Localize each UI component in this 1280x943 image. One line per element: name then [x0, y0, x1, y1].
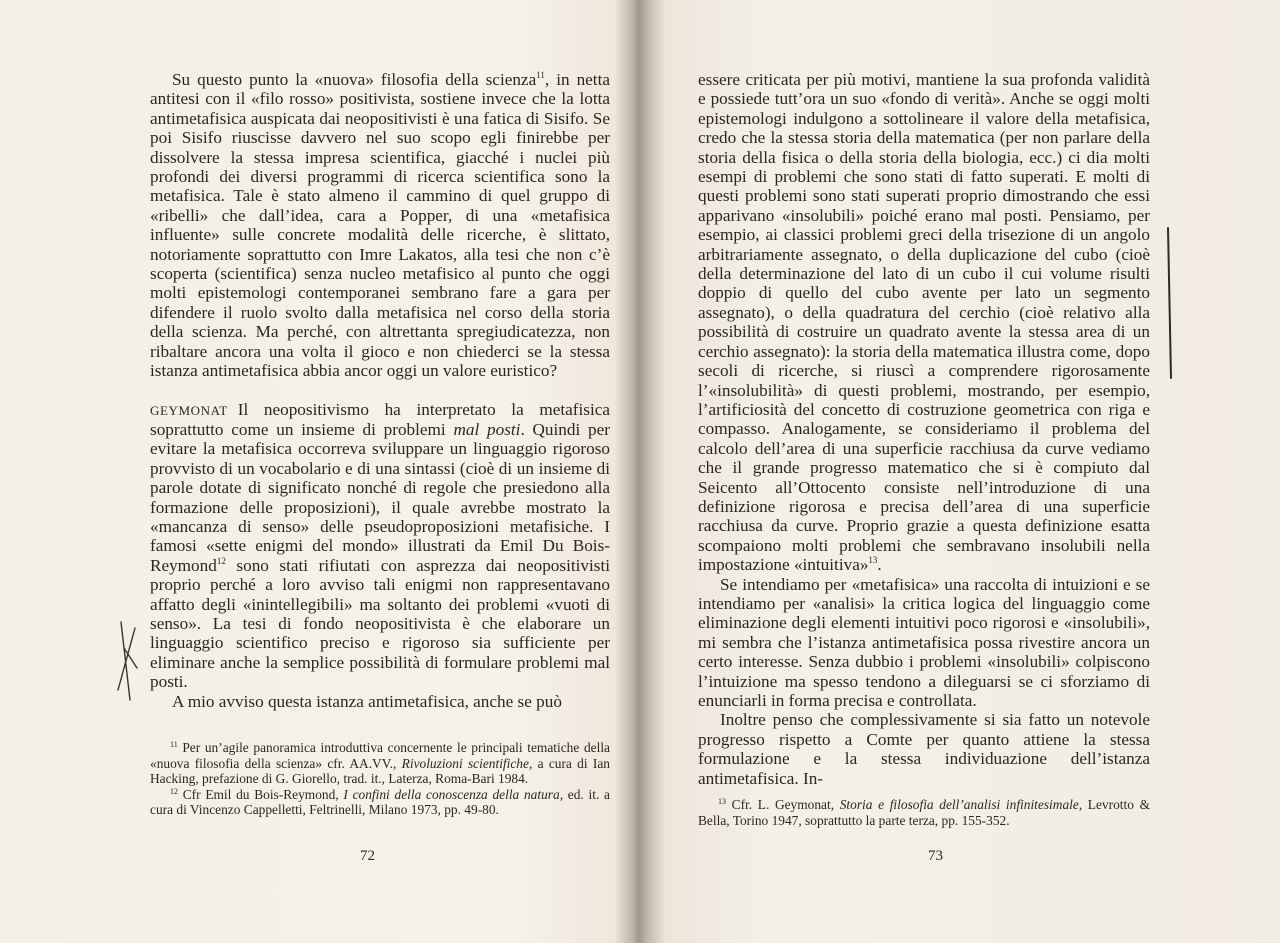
footnote: $^{12}$ Cfr Emil du Bois-Reymond, I confini della conoscenza della natura, ed. it. a cura di Vincenzo Cappelletti, Feltrinelli, Milano 1973, pp. 49-80. [150, 786, 610, 818]
paragraph: GEYMONAT Il neopositivismo ha interpretato la metafisica soprattutto come un insieme di problemi mal posti. Quindi per evitare la metafisica occorreva sviluppare un linguaggio rigoroso provvisto di un vocabolario e di una sintassi (cioè di un insieme di parole dotate di significato nonché di regole che presiedono alla formazione delle proposizioni), il quale avrebbe mostrato la «mancanza di senso» delle pseudoproposizioni metafisiche. I famosi «sette enigmi del mondo» illustrati da Emil Du Bois-Reymond$^{12}$ sono stati rifiutati con asprezza dai neopositivisti proprio perché a loro avviso tali enigmi non rappresentavano affatto degli «inintellegibili» ma soltanto dei problemi «vuoti di senso». La tesi di fondo neopositivista è che elaborare un linguaggio scientifico preciso e rigoroso sia sufficiente per eliminare anche la semplice possibilità di formulare problemi mal posti. [150, 399, 611, 692]
page-number: 73 [928, 848, 943, 864]
footnote-ref: 12 [216, 555, 226, 566]
footnote: $^{11}$ Per un’agile panoramica introduttiva concernente le principali tematiche della «nuova filosofia della scienza» cfr. AA.VV., Rivoluzioni scientifiche, a cura di Ian Hacking, prefazione di G. Giorello, trad. it., Laterza, Roma-Bari 1984. [150, 740, 610, 787]
page-number: 72 [360, 848, 375, 864]
paragraph: essere criticata per più motivi, mantiene la sua profonda validità e possiede tutt’ora un suo «fondo di verità». Anche se oggi molti epistemologi indulgono a sottolineare il valore della metafisica, credo che la stessa storia della matematica (per non parlare della storia della fisica o della storia della biologia, ecc.) ci dia molti esempi di problemi che sono stati di fatto superati. E molti di questi problemi sono stati superati proprio dimostrando che essi apparivano «insolubili» poiché erano mal posti. Pensiamo, per esempio, ai classici problemi greci della trisezione di un angolo arbitrariamente assegnato, o della duplicazione del cubo (cioè della determinazione del lato di un cubo il cui volume risulti doppio di quello del cubo avente per lato un segmento assegnato), o della quadratura del cerchio (cioè relativo alla possibilità di costruire un quadrato avente la stessa area di un cerchio assegnato): la storia della matematica illustra come, dopo secoli di ricerche, si riuscì a comprendere rigorosamente l’«insolubilità» di questi problemi, mostrando, per esempio, l’artificiosità del concetto di costruzione geometrica con riga e compasso. Analogamente, se consideriamo il problema del calcolo dell’area di una superficie racchiusa da curve vediamo che il grande progresso matematico che si è compiuto dal Seicento all’Ottocento consiste nell’introduzione di una definizione rigorosa e precisa dell’area di una superficie racchiusa da curve. Proprio grazie a questa definizione esatta scompaiono molti problemi che sembravano insolubili nella impostazione «intuitiva»$^{13}$. [698, 70, 1150, 575]
paragraph: Su questo punto la «nuova» filosofia della scienza$^{11}$, in netta antitesi con il «filo rosso» positivista, sostiene invece che la lotta antimetafisica auspicata dai neopositivisti è una fatica di Sisifo. Se poi Sisifo riuscisse davvero nel suo scopo egli finirebbe per dissolvere la stessa impresa scientifica, giacché i nuclei più profondi dei diversi programmi di ricerca scientifica sono la metafisica. Tale è stato almeno il cammino di quel gruppo di «ribelli» che dall’idea, cara a Popper, di una «metafisica influente» sulle concrete modalità delle ricerche, è slittato, notoriamente soprattutto con Imre Lakatos, alla tesi che non c’è scoperta (scientifica) senza nucleo metafisico al punto che oggi molti epistemologi contemporanei sembrano fare a gara per difendere il ruolo svolto dalla metafisica nel corso della storia della scienza. Ma perché, con altrettanta spregiudicatezza, non ribaltare ancora una volta il gioco e non chiederci se la stessa istanza antimetafisica abbia ancor oggi un valore euristico? [150, 70, 610, 381]
margin-line-mark [1168, 228, 1171, 378]
footnote-ref: 13 [868, 555, 878, 566]
speaker-name: GEYMONAT [150, 402, 228, 418]
paragraph: Se intendiamo per «metafisica» una raccolta di intuizioni e se intendiamo per «analisi» la critica logica del linguaggio come eliminazione degli elementi intuitivi poco rigorosi e «insolubili», mi sembra che l’istanza antimetafisica possa rivestire ancora un certo interesse. Senza dubbio i problemi «insolubili» colpiscono l’intuizione ma spesso tendono a dileguarsi se ci sforziamo di enunciarli in forma precisa e controllata. [698, 574, 1150, 710]
paragraph: A mio avviso questa istanza antimetafisica, anche se può [172, 691, 562, 711]
paragraph: Inoltre penso che complessivamente si sia fatto un notevole progresso rispetto a Comte per quanto attiene la stessa formulazione e la stessa individuazione dell’istanza antimetafisica. In- [698, 710, 1150, 788]
footnote-ref: 11 [536, 70, 545, 80]
footnote: $^{13}$ Cfr. L. Geymonat, Storia e filosofia dell’analisi infinitesimale, Levrotto & Bella, Torino 1947, soprattutto la parte terza, pp. 155-352. [698, 797, 1150, 828]
margin-cross-mark [118, 622, 137, 700]
